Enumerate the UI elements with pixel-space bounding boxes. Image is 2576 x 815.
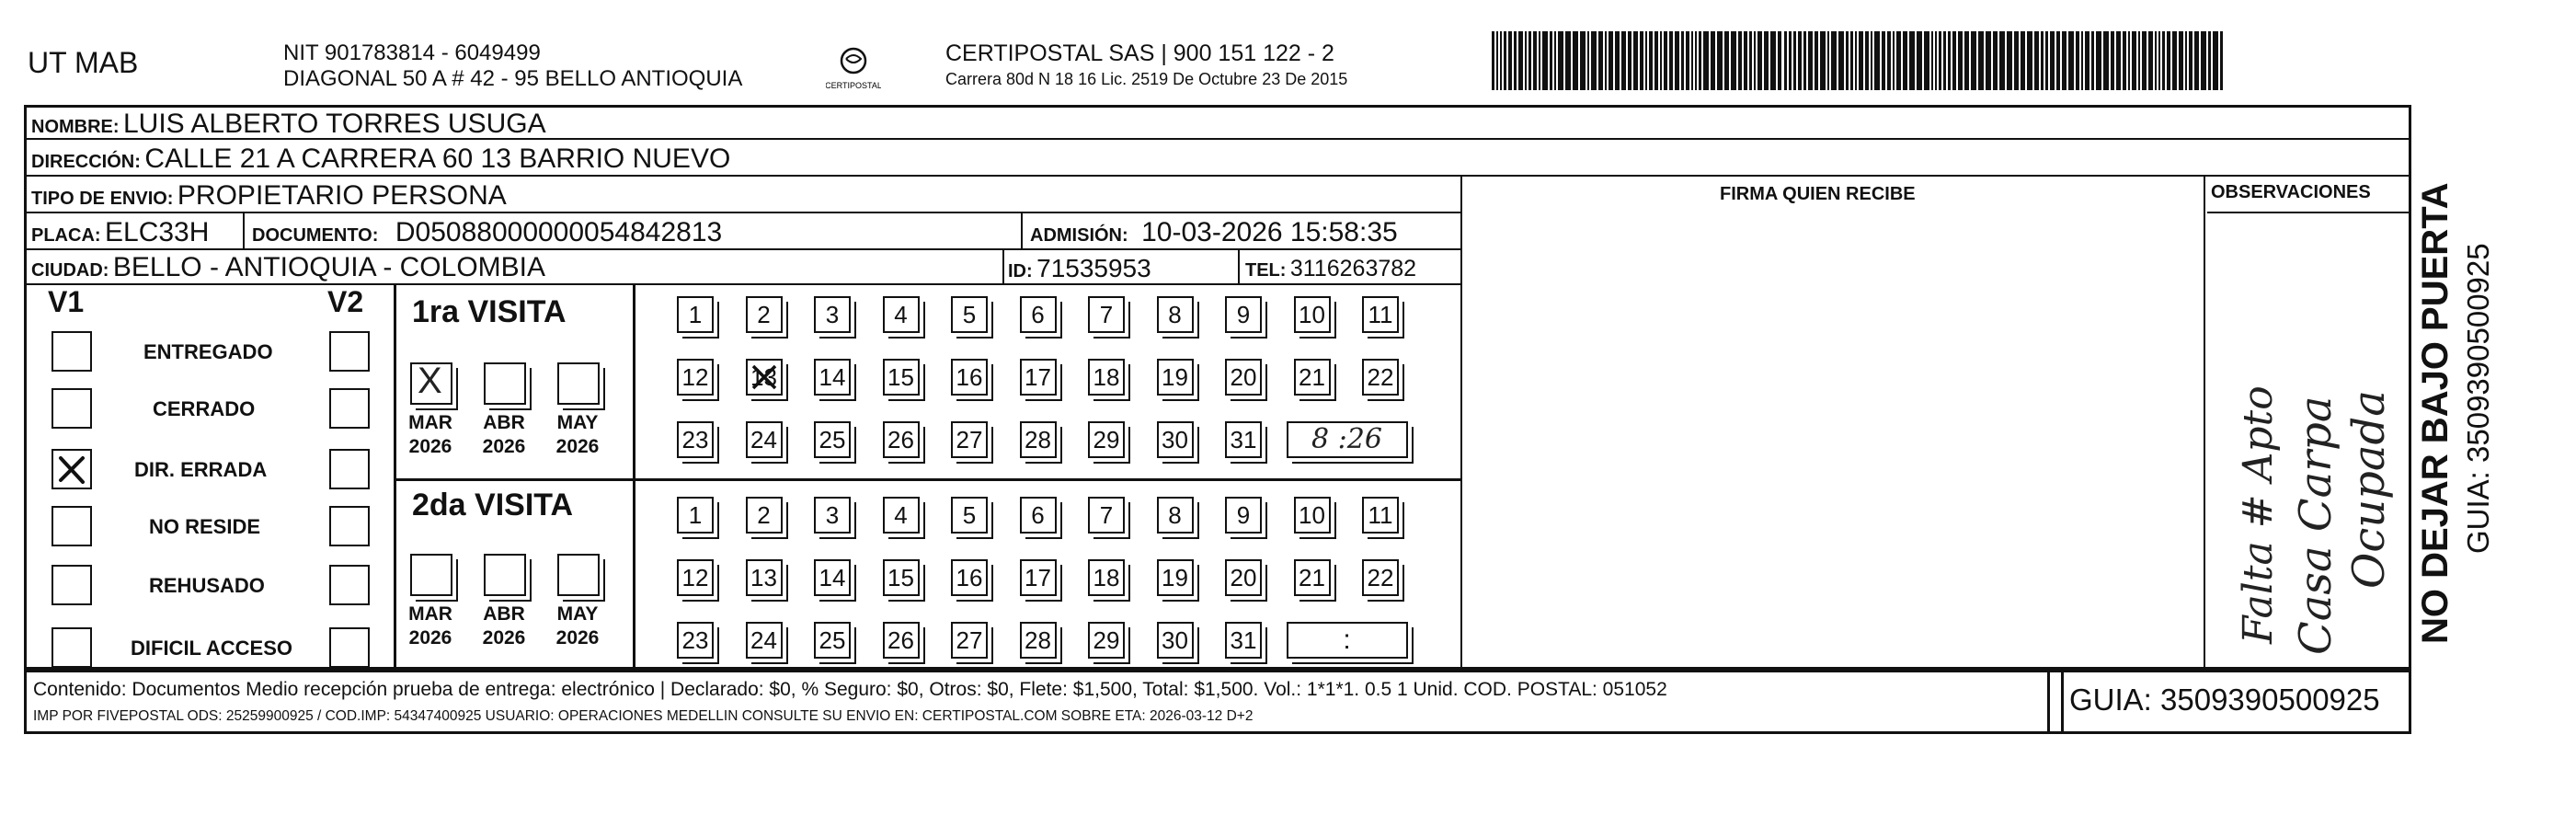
day-number: 21 <box>1299 363 1325 391</box>
guia-number: GUIA: 3509390500925 <box>2069 683 2380 717</box>
day-box[interactable] <box>883 359 920 396</box>
divider <box>24 175 2411 177</box>
day-number: 1 <box>688 501 703 529</box>
day-box[interactable] <box>1294 497 1331 534</box>
day-number: 26 <box>887 426 914 453</box>
day-number: 16 <box>956 564 983 591</box>
day-number: 26 <box>887 626 914 654</box>
day-number: 10 <box>1299 301 1325 328</box>
day-number: 25 <box>819 426 846 453</box>
nombre-value: LUIS ALBERTO TORRES USUGA <box>123 109 546 139</box>
day-number: 7 <box>1099 501 1114 529</box>
month-checkbox[interactable] <box>410 554 452 596</box>
day-number: 6 <box>1031 301 1045 328</box>
day-number: 3 <box>825 301 840 328</box>
v2-checkbox[interactable] <box>329 565 370 605</box>
day-box[interactable] <box>1157 559 1194 596</box>
day-box[interactable] <box>746 497 783 534</box>
day-crossmark <box>746 359 783 396</box>
day-box[interactable] <box>814 421 851 458</box>
divider <box>1021 212 1023 248</box>
day-number: 14 <box>819 363 846 391</box>
divider <box>633 283 635 670</box>
year-label: 2026 <box>482 436 526 457</box>
v2-checkbox[interactable] <box>329 388 370 429</box>
divider <box>1460 175 1462 670</box>
day-number: 22 <box>1367 363 1394 391</box>
day-number: 18 <box>1093 363 1120 391</box>
time-value: : <box>1343 625 1351 655</box>
day-number: 8 <box>1168 501 1182 529</box>
day-box[interactable] <box>951 622 988 659</box>
status-label: NO RESIDE <box>149 515 261 538</box>
v1-checkbox[interactable] <box>52 449 92 489</box>
day-box[interactable] <box>814 359 851 396</box>
handwriting-line2: Casa Carpa <box>2290 396 2341 655</box>
day-box[interactable] <box>1020 296 1057 333</box>
no-dejar-warning: NO DEJAR BAJO PUERTA <box>2415 182 2456 644</box>
guia-vertical: GUIA: 3509390500925 <box>2461 243 2495 554</box>
month-checkbox[interactable] <box>557 362 600 405</box>
day-number: 12 <box>681 564 709 591</box>
tel-value: 3116263782 <box>1289 256 1417 281</box>
divider <box>1238 248 1240 283</box>
id-value: 71535953 <box>1036 254 1151 282</box>
company-nit: NIT 901783814 - 6049499 <box>283 40 541 65</box>
divider <box>394 283 396 670</box>
month-label: MAY <box>556 412 599 433</box>
day-number: 17 <box>1025 363 1051 391</box>
day-box[interactable] <box>951 359 988 396</box>
status-label: DIR. ERRADA <box>134 458 268 481</box>
day-box[interactable] <box>951 559 988 596</box>
divider <box>24 212 1462 213</box>
day-box[interactable] <box>1362 497 1399 534</box>
v1-checkbox[interactable] <box>52 627 92 668</box>
day-number: 12 <box>681 363 709 391</box>
month-checkbox[interactable] <box>484 554 526 596</box>
day-number: 16 <box>956 363 983 391</box>
month-label: ABR <box>483 412 525 433</box>
footer-impresion: IMP POR FIVEPOSTAL ODS: 25259900925 / COD.IMP: 54347400925 USUARIO: OPERACIONES MEDELLIN CONSULTE SU ENVIO EN: CERTIPOSTAL.COM SOBRE ETA: 2026-03-12 D+2 <box>33 708 1254 724</box>
month-checkbox[interactable] <box>410 362 452 405</box>
status-label: ENTREGADO <box>143 340 273 363</box>
day-box[interactable] <box>1088 622 1125 659</box>
day-number: 29 <box>1093 426 1120 453</box>
placa-label: PLACA: <box>31 225 101 246</box>
v2-checkbox[interactable] <box>329 449 370 489</box>
time-box[interactable] <box>1287 622 1408 659</box>
day-box[interactable] <box>746 559 783 596</box>
day-box[interactable] <box>814 559 851 596</box>
day-box[interactable] <box>677 622 714 659</box>
direccion-value: CALLE 21 A CARRERA 60 13 BARRIO NUEVO <box>144 143 731 174</box>
day-box[interactable] <box>677 497 714 534</box>
month-checkbox[interactable] <box>557 554 600 596</box>
day-box[interactable] <box>951 497 988 534</box>
v1-checkbox[interactable] <box>52 388 92 429</box>
day-number: 10 <box>1299 501 1325 529</box>
handwriting-line3: Ocupada <box>2343 390 2395 589</box>
firma-header: FIRMA QUIEN RECIBE <box>1720 184 1916 204</box>
v2-checkbox[interactable] <box>329 506 370 546</box>
v2-header: V2 <box>327 285 364 318</box>
tel-label: TEL: <box>1245 260 1287 281</box>
day-number: 25 <box>819 626 846 654</box>
day-number: 30 <box>1162 426 1188 453</box>
tipo-envio-row <box>31 180 507 212</box>
day-box[interactable] <box>1225 421 1262 458</box>
barcode <box>1492 31 2227 90</box>
tipo-envio-value: PROPIETARIO PERSONA <box>177 180 507 211</box>
day-box[interactable] <box>1225 622 1262 659</box>
day-box[interactable] <box>1362 359 1399 396</box>
year-label: 2026 <box>482 627 526 649</box>
day-number: 13 <box>750 363 777 391</box>
v1-checkbox[interactable] <box>52 565 92 605</box>
day-number: 27 <box>956 626 983 654</box>
month-label: ABR <box>483 603 525 625</box>
day-number: 19 <box>1162 564 1188 591</box>
day-box[interactable] <box>746 359 783 396</box>
day-box[interactable] <box>1294 296 1331 333</box>
placa-value: ELC33H <box>105 217 210 247</box>
day-number: 31 <box>1230 426 1257 453</box>
day-box[interactable] <box>746 421 783 458</box>
nombre-row <box>31 109 546 140</box>
handwriting-line1: Falta # Apto <box>2235 385 2282 644</box>
day-box[interactable] <box>746 622 783 659</box>
day-box[interactable] <box>814 296 851 333</box>
day-box[interactable] <box>1088 359 1125 396</box>
day-box[interactable] <box>883 296 920 333</box>
day-box[interactable] <box>1362 296 1399 333</box>
day-number: 3 <box>825 501 840 529</box>
day-box[interactable] <box>883 622 920 659</box>
day-box[interactable] <box>1225 296 1262 333</box>
first-visit-title: 1ra VISITA <box>412 294 567 329</box>
day-number: 22 <box>1367 564 1394 591</box>
day-box[interactable] <box>1225 359 1262 396</box>
placa-row <box>31 217 209 248</box>
day-box[interactable] <box>1088 559 1125 596</box>
day-box[interactable] <box>1225 559 1262 596</box>
v2-checkbox[interactable] <box>329 331 370 372</box>
day-number: 23 <box>681 626 709 654</box>
documento-row <box>252 217 722 248</box>
day-number: 21 <box>1299 564 1325 591</box>
day-number: 4 <box>894 501 908 529</box>
divider <box>24 283 1462 285</box>
day-box[interactable] <box>883 497 920 534</box>
company-address: DIAGONAL 50 A # 42 - 95 BELLO ANTIOQUIA <box>283 66 743 91</box>
day-number: 5 <box>962 501 977 529</box>
day-box[interactable] <box>1157 622 1194 659</box>
direccion-row <box>31 143 730 175</box>
day-box[interactable] <box>677 359 714 396</box>
divider <box>243 212 245 248</box>
v1-checkbox[interactable] <box>52 506 92 546</box>
day-box[interactable] <box>1362 559 1399 596</box>
day-box[interactable] <box>1157 421 1194 458</box>
day-box[interactable] <box>1157 296 1194 333</box>
day-number: 20 <box>1230 564 1257 591</box>
day-number: 1 <box>688 301 703 328</box>
day-box[interactable] <box>1088 421 1125 458</box>
day-box[interactable] <box>746 296 783 333</box>
day-number: 4 <box>894 301 908 328</box>
certipostal-logo-icon <box>826 40 881 96</box>
ciudad-label: CIUDAD: <box>31 260 109 281</box>
nombre-label: NOMBRE: <box>31 117 120 137</box>
day-box[interactable] <box>1294 559 1331 596</box>
day-number: 2 <box>757 301 771 328</box>
day-box[interactable] <box>1157 497 1194 534</box>
divider <box>2410 105 2411 670</box>
admision-value: 10-03-2026 15:58:35 <box>1141 217 1398 247</box>
day-number: 19 <box>1162 363 1188 391</box>
day-number: 28 <box>1025 626 1051 654</box>
divider <box>2207 212 2411 213</box>
day-number: 11 <box>1368 501 1393 529</box>
logo-text: CERTIPOSTAL <box>826 81 881 90</box>
day-number: 29 <box>1093 626 1120 654</box>
documento-label: DOCUMENTO: <box>252 225 379 246</box>
day-number: 31 <box>1230 626 1257 654</box>
month-label: MAR <box>408 412 452 433</box>
day-number: 9 <box>1236 301 1251 328</box>
year-label: 2026 <box>555 436 600 457</box>
day-number: 27 <box>956 426 983 453</box>
month-checkmark: X <box>418 361 442 401</box>
second-visit-title: 2da VISITA <box>412 488 574 522</box>
day-number: 8 <box>1168 301 1182 328</box>
day-number: 17 <box>1025 564 1051 591</box>
year-label: 2026 <box>555 627 600 649</box>
day-number: 23 <box>681 426 709 453</box>
day-box[interactable] <box>1088 296 1125 333</box>
day-box[interactable] <box>1020 622 1057 659</box>
month-checkbox[interactable] <box>484 362 526 405</box>
ciudad-value: BELLO - ANTIOQUIA - COLOMBIA <box>112 252 546 282</box>
day-box[interactable] <box>1294 359 1331 396</box>
month-label: MAR <box>408 603 452 625</box>
divider <box>24 248 1462 250</box>
v2-checkbox[interactable] <box>329 627 370 668</box>
admision-row <box>1030 217 1398 248</box>
id-row <box>1008 254 1151 283</box>
day-box[interactable] <box>814 497 851 534</box>
day-box[interactable] <box>814 622 851 659</box>
day-box[interactable] <box>1020 559 1057 596</box>
day-box[interactable] <box>1020 497 1057 534</box>
day-box[interactable] <box>951 421 988 458</box>
divider <box>1002 248 1004 283</box>
status-label: DIFICIL ACCESO <box>131 637 293 660</box>
direccion-label: DIRECCIÓN: <box>31 152 141 172</box>
certipostal-name: CERTIPOSTAL SAS | 900 151 122 - 2 <box>945 40 1334 66</box>
day-number: 11 <box>1368 301 1393 328</box>
id-label: ID: <box>1008 261 1033 281</box>
month-label: MAY <box>556 603 599 625</box>
company-name: UT MAB <box>28 46 139 79</box>
time-box[interactable] <box>1287 421 1408 458</box>
day-number: 15 <box>887 363 914 391</box>
day-number: 14 <box>819 564 846 591</box>
day-box[interactable] <box>1225 497 1262 534</box>
day-number: 6 <box>1031 501 1045 529</box>
day-box[interactable] <box>1088 497 1125 534</box>
footer-contenido: Contenido: Documentos Medio recepción prueba de entrega: electrónico | Declarado: $0, % Seguro: $0, Otros: $0, Flete: $1,500, Total: $1,500. Vol.: 1*1*1. 0.5 1 Unid. COD. POSTAL: 051052 <box>33 679 1667 700</box>
day-number: 24 <box>750 626 777 654</box>
day-box[interactable] <box>883 421 920 458</box>
day-number: 24 <box>750 426 777 453</box>
day-number: 5 <box>962 301 977 328</box>
day-box[interactable] <box>677 296 714 333</box>
v1-checkbox[interactable] <box>52 331 92 372</box>
documento-value: D05088000000054842813 <box>395 217 723 247</box>
day-number: 30 <box>1162 626 1188 654</box>
day-box[interactable] <box>1020 421 1057 458</box>
year-label: 2026 <box>408 627 452 649</box>
day-box[interactable] <box>1020 359 1057 396</box>
v1-header: V1 <box>48 285 85 318</box>
day-number: 28 <box>1025 426 1051 453</box>
day-number: 9 <box>1236 501 1251 529</box>
day-number: 2 <box>757 501 771 529</box>
status-label: CERRADO <box>153 397 256 420</box>
ciudad-row <box>31 252 545 283</box>
day-box[interactable] <box>677 421 714 458</box>
day-box[interactable] <box>883 559 920 596</box>
tipo-envio-label: TIPO DE ENVIO: <box>31 189 174 209</box>
day-number: 13 <box>750 564 777 591</box>
time-value: 8 :26 <box>1311 423 1382 455</box>
day-number: 18 <box>1093 564 1120 591</box>
day-number: 20 <box>1230 363 1257 391</box>
divider <box>394 478 1460 481</box>
day-number: 7 <box>1099 301 1114 328</box>
day-number: 15 <box>887 564 914 591</box>
status-label: REHUSADO <box>149 574 265 597</box>
certipostal-license: Carrera 80d N 18 16 Lic. 2519 De Octubre 23 De 2015 <box>945 70 1348 88</box>
day-box[interactable] <box>951 296 988 333</box>
day-box[interactable] <box>677 559 714 596</box>
divider <box>2204 175 2205 670</box>
day-box[interactable] <box>1157 359 1194 396</box>
admision-label: ADMISIÓN: <box>1030 225 1128 246</box>
tel-row <box>1245 256 1416 282</box>
observaciones-header: OBSERVACIONES <box>2211 182 2371 202</box>
year-label: 2026 <box>408 436 452 457</box>
